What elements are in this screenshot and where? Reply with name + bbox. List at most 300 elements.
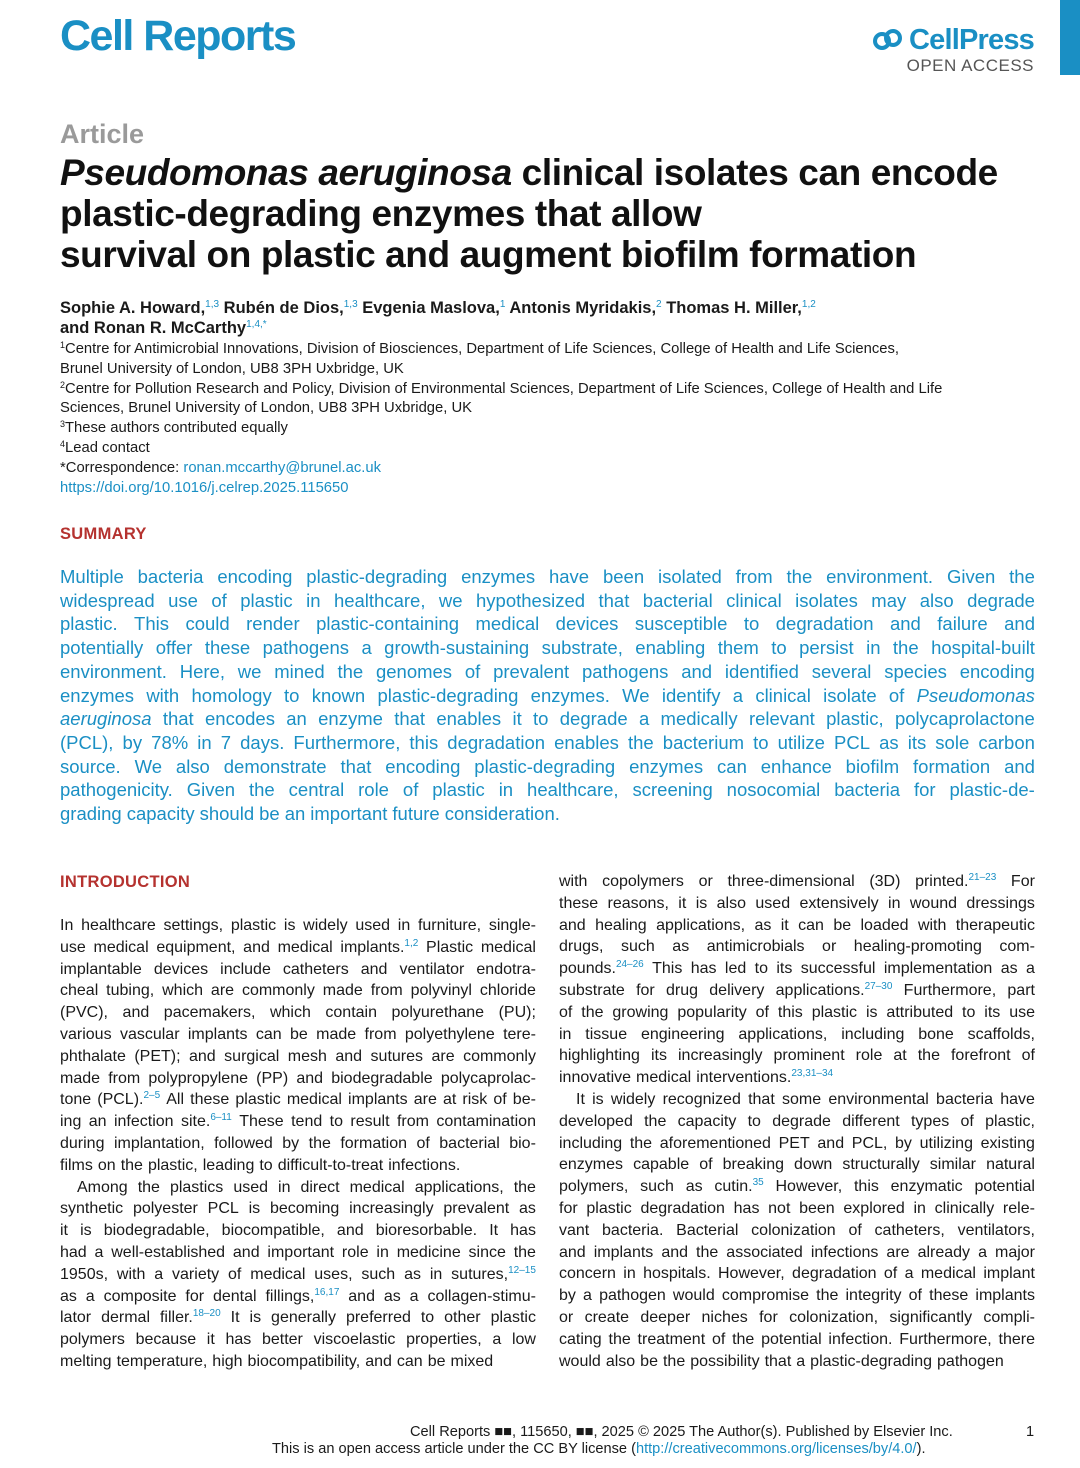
word: Furthermore,: [903, 981, 997, 999]
word: bacterium: [662, 731, 745, 753]
word: or: [698, 873, 713, 890]
author[interactable]: Rubén de Dios,: [219, 299, 344, 317]
word: clinically: [934, 1199, 995, 1217]
word: contain: [325, 1004, 377, 1022]
word: in: [397, 917, 411, 934]
word: of: [960, 1112, 974, 1130]
word: that: [598, 589, 630, 611]
citation-ref[interactable]: 1,2: [404, 937, 419, 949]
word: capacity: [677, 1112, 737, 1130]
publisher-name: CellPress: [909, 24, 1034, 56]
word: potential: [761, 1330, 822, 1348]
word: as: [404, 1265, 421, 1283]
word: and: [661, 1243, 689, 1261]
word: a: [85, 1287, 95, 1305]
word: bacteria: [137, 566, 204, 587]
open-access-label: OPEN ACCESS: [906, 56, 1034, 75]
word: of: [228, 1265, 242, 1283]
correspondence-label: *Correspondence:: [60, 459, 184, 476]
cellpress-brand[interactable]: [873, 24, 1034, 75]
word: because: [135, 1331, 197, 1349]
affiliation: Centre for Antimicrobial Innovations, Division of Biosciences, Department of Life Sciences, College of Health and Life Sciences,: [65, 341, 900, 357]
word: biodegradable,: [103, 1222, 210, 1240]
word: has: [510, 1222, 536, 1240]
word: can: [798, 916, 824, 934]
word: as: [754, 916, 772, 934]
word: and: [122, 1004, 150, 1022]
word: cating: [559, 1330, 602, 1348]
journal-title[interactable]: Cell Reports: [60, 12, 296, 60]
word: settings,: [163, 917, 224, 934]
word: and: [817, 1134, 845, 1152]
word: encoding: [959, 660, 1035, 682]
word: widely: [303, 917, 348, 934]
word: use: [1009, 1003, 1035, 1021]
word: result: [350, 1113, 390, 1131]
word: medical: [349, 1178, 405, 1196]
title-line: survival on plastic and augment biofilm formation: [60, 234, 917, 275]
word: been: [799, 1199, 835, 1217]
affiliation: Centre for Pollution Research and Policy, Division of Environmental Sciences, Department of Life Sciences, College of Health and Life: [65, 380, 943, 397]
word: may: [871, 589, 907, 611]
word: Here,: [179, 660, 225, 682]
text-line: [60, 731, 1035, 755]
word: possibility: [690, 1352, 760, 1370]
word: applications.$^{27-30}$: [775, 980, 893, 999]
word: 1950s,: [60, 1265, 109, 1283]
word: scaffolds,: [967, 1025, 1035, 1043]
word: 7: [220, 731, 232, 753]
citation-ref[interactable]: 23,31–34: [791, 1068, 834, 1080]
doi-link[interactable]: https://doi.org/10.1016/j.celrep.2025.115650: [60, 479, 349, 496]
word: highlighting: [559, 1047, 640, 1065]
citation-ref[interactable]: 12–15: [508, 1264, 536, 1276]
text-line: [559, 1176, 1035, 1198]
text-line: [559, 893, 1035, 915]
word: polymers,: [559, 1178, 629, 1196]
email-link[interactable]: ronan.mccarthy@brunel.ac.uk: [183, 459, 381, 476]
word: (PCL).$^{2-5}$: [97, 1090, 161, 1109]
word: hospitals.: [643, 1265, 711, 1283]
license-link[interactable]: http://creativecommons.org/licenses/by/4.0/: [635, 1441, 917, 1457]
word: colonization: [751, 1221, 836, 1239]
text-line: [559, 1285, 1035, 1307]
affiliation: These authors contributed equally: [65, 420, 288, 437]
word: medical: [277, 938, 333, 956]
word: the: [732, 1330, 755, 1348]
word: These: [239, 1113, 284, 1131]
text-line: [559, 1263, 1035, 1285]
word: a: [492, 1331, 502, 1349]
word: genomes: [375, 660, 453, 682]
word: (PCL),: [60, 731, 114, 753]
word: an: [88, 1113, 107, 1131]
word: applications,: [656, 916, 746, 934]
text-line: [60, 684, 1035, 708]
word: degradation: [447, 731, 546, 753]
word: bacterial: [439, 1134, 500, 1152]
word: the: [513, 1178, 536, 1196]
word: integrity: [845, 1287, 902, 1305]
word: PCL: [834, 731, 871, 753]
word: medical: [480, 938, 536, 956]
word: use: [168, 589, 198, 611]
word: and: [348, 1287, 375, 1305]
text-line: [60, 1220, 536, 1242]
word: role: [855, 1047, 883, 1065]
text-line: [60, 589, 1035, 613]
word: of: [848, 1221, 862, 1239]
word: catheters: [282, 960, 349, 978]
word: future: [392, 803, 440, 825]
word: lator: [60, 1309, 92, 1327]
word: tere-: [503, 1025, 536, 1043]
word: utilizing: [919, 1134, 973, 1152]
word: plastic-containing: [316, 613, 460, 635]
word: its: [650, 1047, 667, 1065]
word: it: [206, 1331, 215, 1349]
word: can: [396, 1352, 423, 1370]
word: well-established: [111, 1243, 226, 1261]
text-line: [60, 1068, 536, 1090]
word: Pseudomonas: [916, 684, 1035, 706]
title-species: Pseudomonas aeruginosa: [60, 152, 512, 193]
word: already: [917, 1243, 971, 1261]
word: these: [204, 637, 251, 659]
word: infection: [113, 1113, 174, 1131]
word: biocompatible,: [221, 1222, 325, 1240]
word: enabling: [635, 637, 706, 659]
summary-text: [60, 565, 1035, 826]
word: identified: [724, 660, 799, 682]
word: endotra-: [476, 960, 536, 978]
author[interactable]: Antonis Myridakis,: [505, 299, 657, 317]
word: pathogen: [937, 1352, 1004, 1370]
word: and: [189, 1047, 216, 1065]
word: increasingly: [349, 1200, 434, 1218]
word: the: [308, 1134, 331, 1152]
word: dermal: [101, 1309, 150, 1327]
word: these: [190, 1091, 230, 1109]
word: including: [559, 1134, 623, 1152]
word: implants: [975, 1287, 1035, 1305]
word: polypropylene: [148, 1069, 248, 1087]
word: which: [269, 1004, 311, 1022]
word: commonly: [241, 982, 315, 1000]
word: enzymes: [559, 1156, 624, 1174]
word: medical: [250, 1265, 306, 1283]
text-line: [60, 1024, 536, 1046]
word: the: [917, 1047, 940, 1065]
word: the: [786, 566, 813, 587]
word: be: [289, 1025, 308, 1043]
citation-ref[interactable]: 18–20: [192, 1308, 221, 1320]
word: including: [841, 1025, 905, 1043]
word: However,: [775, 1178, 843, 1196]
word: medical: [286, 1091, 342, 1109]
text-line: [559, 958, 1035, 980]
word: in: [623, 1265, 636, 1283]
word: and: [336, 1222, 364, 1240]
word: plastic: [811, 1003, 858, 1021]
affil-number: 2: [60, 379, 66, 390]
word: implants: [187, 1025, 248, 1043]
word: successful: [800, 960, 876, 978]
word: growth-sustaining: [384, 637, 530, 659]
word: pathogenicity.: [60, 779, 173, 801]
word: isolate: [823, 684, 877, 706]
word: dressings: [966, 894, 1035, 912]
text-line: [559, 1045, 1035, 1067]
word: a: [94, 1243, 104, 1261]
word: the: [581, 1003, 604, 1021]
word: prevalent: [443, 1200, 510, 1218]
word: also: [605, 1352, 636, 1370]
word: plastic: [235, 1091, 281, 1109]
word: compli-: [983, 1308, 1035, 1326]
word: degrade: [967, 589, 1035, 611]
word: during: [60, 1134, 105, 1152]
word: degradation: [792, 1265, 877, 1283]
text-line: [60, 1286, 536, 1308]
text-line: [60, 1089, 536, 1111]
text-line: [60, 1046, 536, 1068]
word: chloride: [479, 982, 536, 1000]
word: forefront: [950, 1047, 1011, 1065]
text-line: [60, 802, 1035, 826]
word: for: [185, 1287, 205, 1305]
citation-ref[interactable]: 16,17: [314, 1286, 340, 1298]
word: therapeutic: [955, 916, 1035, 934]
affil-ref: 1,3: [205, 299, 220, 310]
word: site.$^{6-11}$: [180, 1112, 232, 1131]
word: applications,: [738, 1025, 828, 1043]
text-line: [559, 1329, 1035, 1351]
word: We: [134, 755, 162, 777]
word: similar: [929, 1156, 976, 1174]
word: this: [777, 1003, 803, 1021]
text-line: [60, 1307, 536, 1329]
word: plastic,: [826, 708, 884, 730]
word: it: [678, 894, 687, 912]
word: deeper: [640, 1308, 691, 1326]
word: there: [998, 1330, 1035, 1348]
word: healthcare,: [527, 779, 619, 801]
word: bacterial: [642, 589, 713, 611]
word: plastic-de-: [949, 779, 1035, 801]
word: in: [429, 1265, 443, 1283]
word: also: [175, 755, 210, 777]
text-line: [60, 1242, 536, 1264]
word: preferred: [345, 1309, 411, 1327]
word: healthcare: [81, 917, 156, 934]
word: as: [383, 1287, 401, 1305]
word: a: [638, 708, 650, 730]
word: antimicrobials: [706, 938, 805, 956]
word: synthetic: [60, 1200, 124, 1218]
text-line: [559, 1089, 1035, 1111]
word: have: [548, 566, 590, 587]
word: followed: [214, 1134, 273, 1152]
word: plastics: [169, 1178, 224, 1196]
word: existing: [980, 1134, 1035, 1152]
word: would: [672, 1287, 715, 1305]
word: extensively: [799, 894, 879, 912]
word: could: [185, 613, 230, 635]
word: of: [755, 1003, 769, 1021]
word: been: [602, 566, 645, 587]
word: significantly: [889, 1308, 973, 1326]
word: and: [232, 1243, 260, 1261]
word: a: [978, 1243, 987, 1261]
word: implants: [593, 1243, 654, 1261]
word: isolates: [795, 589, 858, 611]
word: encoding: [385, 755, 461, 777]
word: offer: [155, 637, 193, 659]
word: of: [416, 1134, 430, 1152]
word: polyurethane: [391, 1004, 485, 1022]
word: enzymes: [629, 755, 704, 777]
word: as: [1000, 960, 1018, 978]
word: properties,: [406, 1331, 482, 1349]
word: substrate,: [541, 637, 623, 659]
word: from: [364, 1025, 397, 1043]
word: as: [60, 1287, 77, 1305]
word: in: [278, 1178, 291, 1196]
text-line: [559, 1307, 1035, 1329]
text-line: [559, 915, 1035, 937]
text-line: [559, 1133, 1035, 1155]
word: and: [1004, 613, 1035, 635]
word: loaded: [860, 916, 909, 934]
word: Among: [77, 1178, 128, 1196]
author[interactable]: Thomas H. Miller,: [661, 299, 802, 317]
word: the: [662, 1352, 686, 1370]
word: degradation: [640, 1199, 725, 1217]
word: we: [438, 589, 463, 611]
affil-ref: 1,4,*: [246, 319, 267, 330]
word: be: [259, 803, 280, 825]
word: are: [431, 1047, 455, 1065]
author[interactable]: and Ronan R. McCarthy: [60, 319, 247, 337]
word: important: [267, 1243, 335, 1261]
word: such: [640, 1178, 674, 1196]
word: source.: [60, 755, 121, 777]
text-line: [60, 915, 536, 937]
word: variety: [172, 1265, 220, 1283]
word: furniture,: [417, 917, 482, 934]
word: prominent: [773, 1047, 845, 1065]
word: bio-: [509, 1134, 536, 1152]
word: the: [249, 779, 275, 801]
word: that: [748, 1090, 775, 1108]
citation-ref[interactable]: 6–11: [210, 1112, 232, 1124]
text-line: [60, 1155, 536, 1177]
word: Plastic: [426, 938, 474, 956]
word: and: [296, 1069, 324, 1087]
word: utilize: [777, 731, 825, 753]
word: to: [754, 960, 768, 978]
word: bacteria: [936, 1090, 993, 1108]
word: structurally: [842, 1156, 920, 1174]
word: the: [608, 1330, 631, 1348]
citation-ref[interactable]: 21–23: [968, 872, 997, 883]
word: tubing,: [106, 982, 155, 1000]
word: has: [225, 1331, 252, 1349]
word: the: [137, 1178, 160, 1196]
word: (PVC),: [60, 1004, 108, 1022]
word: (PP): [256, 1069, 289, 1087]
text-line: [60, 980, 536, 1002]
citation-ref[interactable]: 35: [752, 1177, 764, 1189]
word: commonly: [463, 1047, 536, 1065]
word: reasons,: [607, 894, 669, 912]
author[interactable]: Evgenia Maslova,: [357, 299, 500, 317]
word: create: [584, 1308, 630, 1326]
word: has: [690, 960, 717, 978]
title-line: plastic-degrading enzymes that allow: [60, 193, 702, 234]
word: its: [776, 960, 793, 978]
word: from: [396, 1113, 429, 1131]
word: degradation: [775, 613, 874, 635]
word: plastic: [240, 589, 293, 611]
word: important: [310, 803, 388, 825]
word: attributed: [886, 1003, 954, 1021]
article-type: Article: [60, 119, 145, 149]
word: risk: [462, 1091, 488, 1109]
citation-ref[interactable]: 24–26: [615, 959, 644, 971]
author[interactable]: Sophie A. Howard,: [60, 299, 206, 317]
word: devices: [555, 613, 619, 635]
word: ventilators,: [957, 1221, 1035, 1239]
word: biocompatibility,: [247, 1352, 361, 1370]
word: infections.: [388, 1156, 461, 1174]
word: ventilator: [399, 960, 465, 978]
word: bioresorbable.: [375, 1222, 478, 1240]
word: such: [620, 938, 655, 956]
word: engineering: [640, 1025, 725, 1043]
word: plastic: [230, 917, 277, 934]
word: enzymatic: [890, 1178, 963, 1196]
text-line: [559, 980, 1035, 1002]
word: central: [288, 779, 345, 801]
word: capable: [633, 1156, 690, 1174]
word: polyvinyl: [410, 982, 472, 1000]
word: a: [796, 1352, 806, 1370]
affil-ref: 2: [656, 299, 662, 310]
text-line: [60, 1133, 536, 1155]
word: with: [146, 684, 180, 706]
word: PCL,: [851, 1134, 888, 1152]
word: prevalent: [493, 660, 570, 682]
word: it: [780, 916, 789, 934]
word: in: [888, 894, 901, 912]
word: of: [883, 1265, 898, 1283]
word: role: [358, 779, 389, 801]
word: to: [771, 637, 787, 659]
word: explored: [843, 1199, 905, 1217]
word: a: [409, 1287, 419, 1305]
citation-ref[interactable]: 2–5: [143, 1090, 161, 1102]
word: polycaprolactone: [894, 708, 1035, 730]
word: substrate: [559, 981, 625, 999]
word: Given: [946, 566, 996, 587]
word: of: [211, 589, 227, 611]
word: and: [889, 613, 921, 635]
word: aeruginosa: [60, 708, 152, 730]
citation-ref[interactable]: 27–30: [864, 980, 893, 992]
word: (3D): [869, 873, 901, 890]
